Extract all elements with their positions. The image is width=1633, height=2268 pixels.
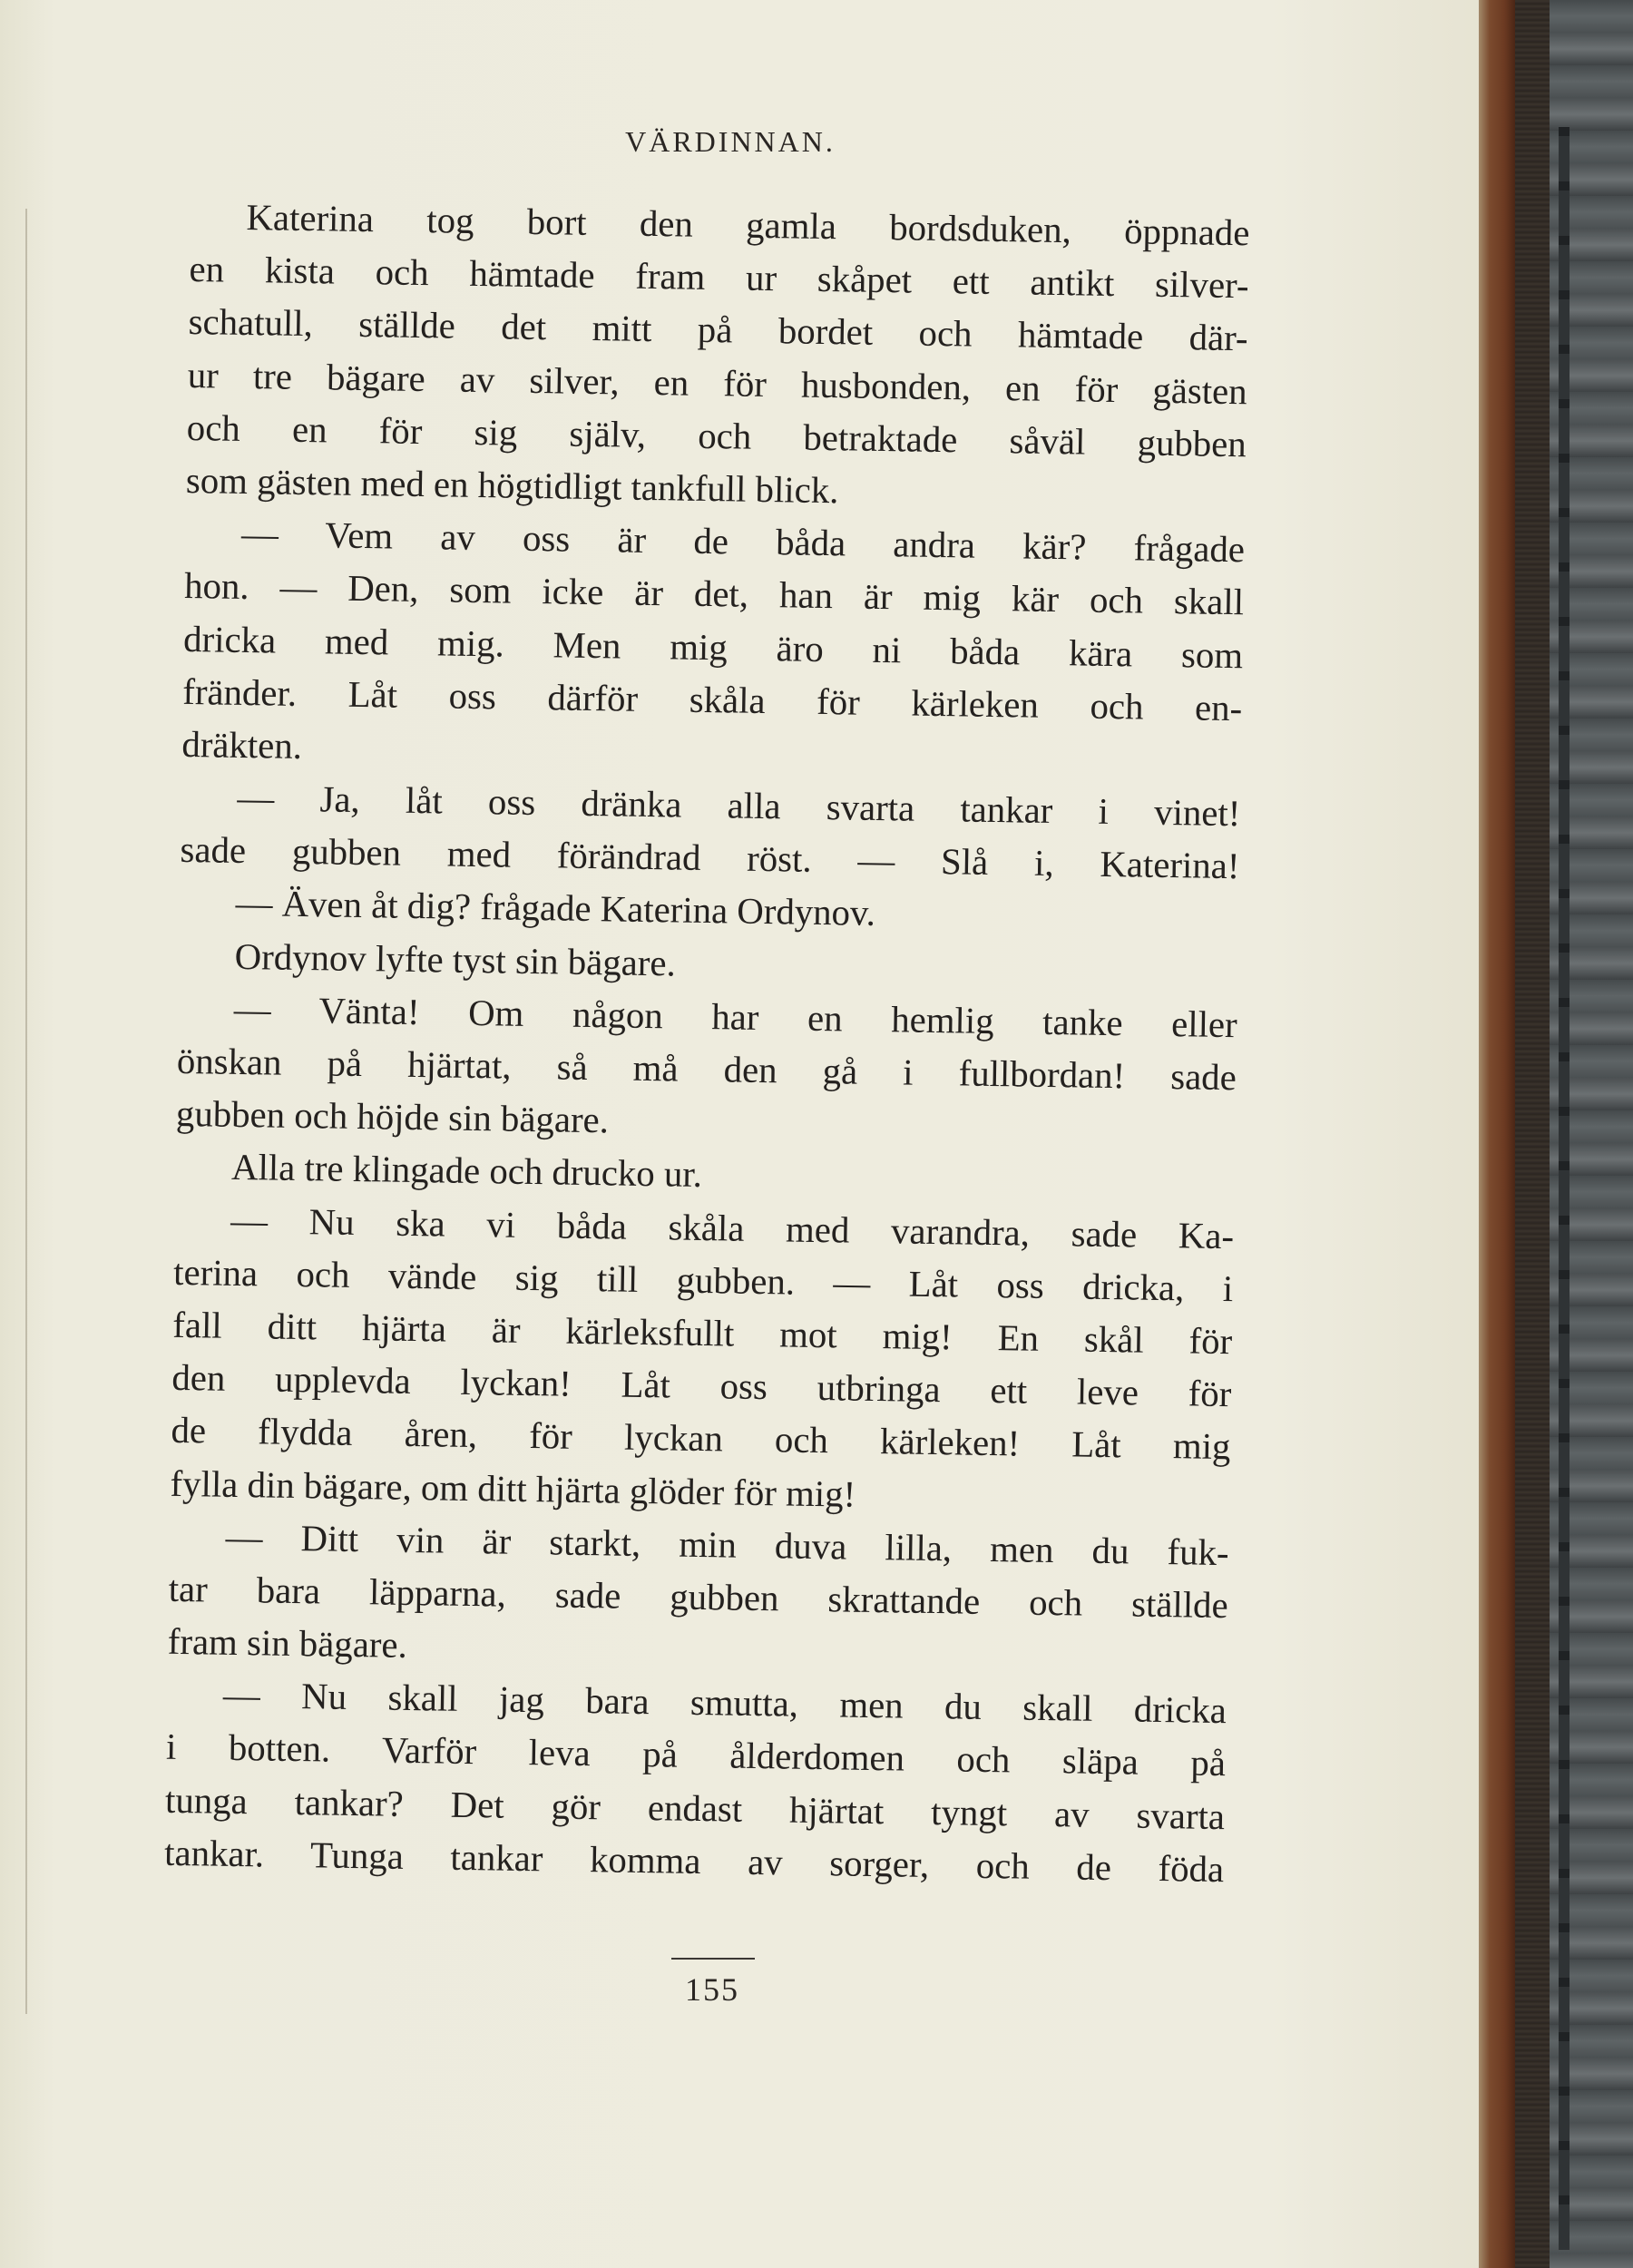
text-line: — Ja, låt oss dränka alla svarta tankar i vinet! [237,777,1241,835]
text-line: i botten. Varför leva på ålderdomen och släpa på [165,1726,1227,1784]
text-line: schatull, ställde det mitt på bordet och hämtade där- [188,301,1248,359]
text-line: den upplevda lyckan! Låt oss utbringa ett leve för [171,1356,1232,1415]
text-line: Alla tre klingade och drucko ur. [230,1147,703,1196]
text-line: och en för sig själv, och betraktade såväl gubben [186,406,1247,465]
text-line: dräkten. [181,723,303,767]
text-line: hon. — Den, som icke är det, han är mig kär och skall [183,565,1245,623]
text-line: fylla din bägare, om ditt hjärta glöder för mig! [170,1462,856,1515]
text-line: tunga tankar? Det gör endast hjärtat tyngt av svarta [164,1779,1226,1837]
book-spine [1479,0,1515,2268]
background-surface [1550,0,1633,2268]
body-text [164,191,1250,1896]
text-line: fall ditt hjärta är kärleksfullt mot mig! En skål för [172,1304,1233,1363]
text-line: — Även åt dig? frågade Katerina Ordynov. [235,883,876,934]
text-line: — Nu ska vi båda skåla med varandra, sade Ka- [230,1199,1235,1256]
text-line: sade gubben med förändrad röst. — Slå i, Katerina! [180,829,1240,887]
text-line: dricka med mig. Men mig äro ni båda kära som [182,618,1244,676]
text-line: — Ditt vin är starkt, min duva lilla, men du fuk- [225,1516,1229,1573]
text-line: tar bara läpparna, sade gubben skrattande och ställde [168,1568,1228,1627]
page-number: 155 [685,1971,739,2008]
text-line: — Vänta! Om någon har en hemlig tanke eller [233,988,1238,1046]
text-line: Ordynov lyfte tyst sin bägare. [234,935,677,984]
text-line: tankar. Tunga tankar komma av sorger, och de föda [163,1832,1225,1890]
text-line: önskan på hjärtat, så må den gå i fullbordan! sade [176,1040,1237,1099]
text-line: Katerina tog bort den gamla bordsduken, öppnade [246,196,1250,254]
text-line: fränder. Låt oss därför skåla för kärleken och en- [181,670,1243,728]
text-line: som gästen med en högtidligt tankfull blick. [185,459,839,512]
page-edge [25,209,27,2014]
text-line: — Vem av oss är de båda andra kär? frågade [240,513,1246,571]
text-line: terina och vände sig till gubben. — Låt oss dricka, i [172,1251,1234,1309]
text-line: — Nu skall jag bara smutta, men du skall dricka [222,1675,1227,1732]
book-cover-edge [1515,0,1550,2268]
text-line: de flydda åren, för lyckan och kärleken! Låt mig [171,1410,1231,1468]
text-line: en kista och hämtade fram ur skåpet ett antikt silver- [189,249,1249,307]
running-head: VÄRDINNAN. [625,125,836,158]
text-line: ur tre bägare av silver, en för husbonden, en för gästen [187,354,1248,412]
footer-rule [671,1958,755,1960]
text-line: fram sin bägare. [167,1620,408,1667]
text-line: gubben och höjde sin bägare. [175,1093,610,1141]
